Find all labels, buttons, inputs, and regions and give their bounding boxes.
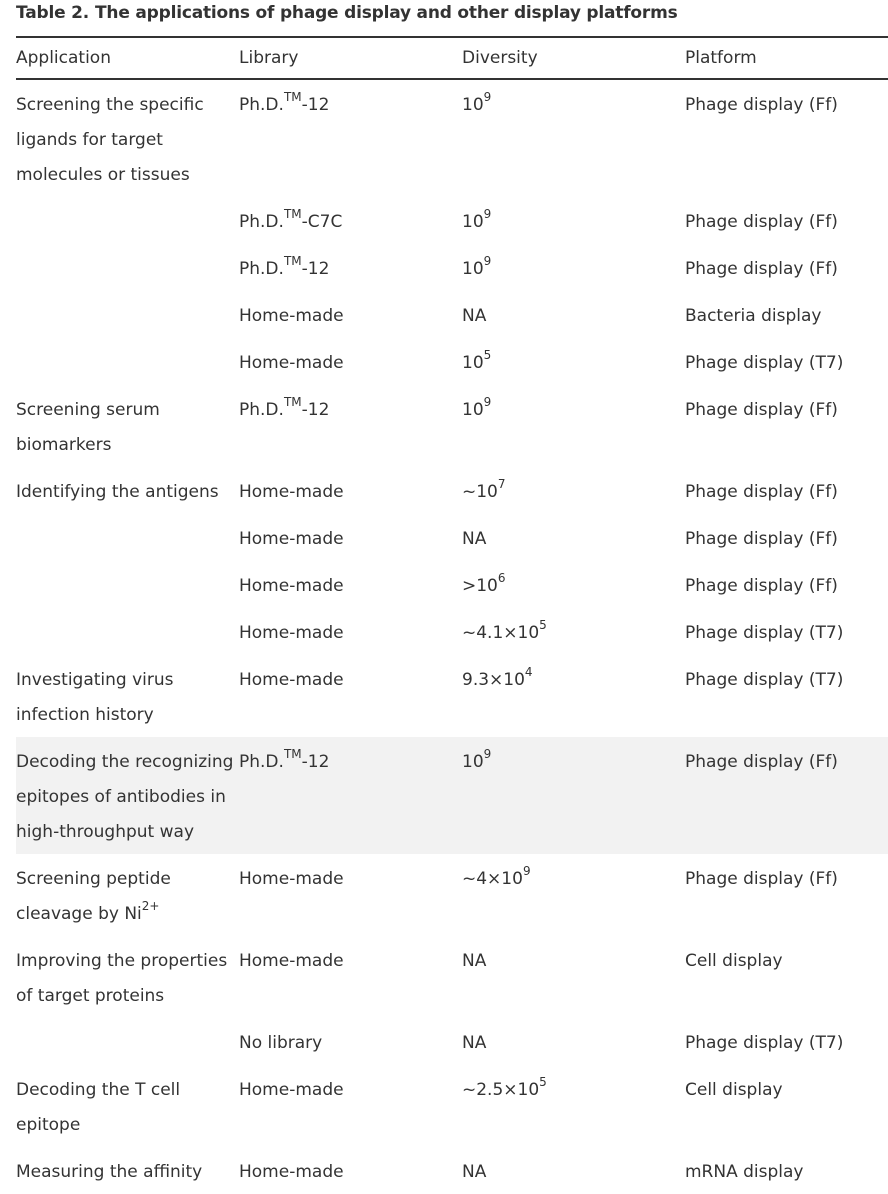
application-superscript: 2+ <box>141 899 160 913</box>
library-name: Ph.D. <box>239 212 284 232</box>
cell-library <box>239 338 462 385</box>
cell-library <box>239 197 462 244</box>
cell-diversity <box>462 936 685 1018</box>
application-text: Identifying the antigens <box>16 482 219 502</box>
diversity-exponent: 9 <box>483 90 492 104</box>
cell-library <box>239 608 462 655</box>
cell-diversity <box>462 561 685 608</box>
cell-library <box>239 737 462 854</box>
diversity-value: ~4.1×10 <box>462 623 540 643</box>
library-name: Home-made <box>239 482 344 502</box>
diversity-exponent: 5 <box>483 348 492 362</box>
diversity-value: 10 <box>462 259 484 279</box>
application-text: Investigating virus infection history <box>16 670 174 725</box>
cell-application <box>16 244 239 291</box>
cell-diversity <box>462 655 685 737</box>
application-text: Screening peptide cleavage by Ni <box>16 869 171 924</box>
cell-application <box>16 737 239 854</box>
cell-application <box>16 197 239 244</box>
cell-library <box>239 244 462 291</box>
table-row <box>16 737 888 854</box>
cell-diversity <box>462 737 685 854</box>
library-name: Home-made <box>239 576 344 596</box>
cell-library <box>239 1147 462 1194</box>
cell-application <box>16 1018 239 1065</box>
library-trademark: TM <box>283 395 302 409</box>
table-row <box>16 467 888 514</box>
diversity-value: 10 <box>462 212 484 232</box>
cell-diversity <box>462 291 685 338</box>
table-caption-title: The applications of phage display and other display platforms <box>95 3 678 23</box>
applications-table <box>16 36 888 1194</box>
cell-diversity <box>462 244 685 291</box>
library-suffix: -12 <box>301 95 330 115</box>
cell-library <box>239 467 462 514</box>
table-row <box>16 936 888 1018</box>
cell-platform: Phage display (Ff) <box>685 212 838 232</box>
table-row <box>16 338 888 385</box>
diversity-value: NA <box>462 1162 487 1182</box>
cell-library <box>239 854 462 936</box>
cell-diversity <box>462 514 685 561</box>
library-name: Home-made <box>239 869 344 889</box>
diversity-exponent: 5 <box>539 1075 547 1089</box>
cell-library <box>239 561 462 608</box>
cell-diversity <box>462 608 685 655</box>
application-text: Decoding the T cell epitope <box>16 1080 181 1135</box>
library-name: Home-made <box>239 306 344 326</box>
library-trademark: TM <box>283 747 302 761</box>
table-row <box>16 79 888 197</box>
diversity-value: NA <box>462 1033 487 1053</box>
library-name: No library <box>239 1033 323 1053</box>
diversity-exponent: 9 <box>483 254 492 268</box>
library-name: Home-made <box>239 951 344 971</box>
library-name: Ph.D. <box>239 95 284 115</box>
cell-platform: Phage display (Ff) <box>685 737 888 854</box>
library-name: Home-made <box>239 670 344 690</box>
library-name: Home-made <box>239 1162 344 1182</box>
cell-library <box>239 291 462 338</box>
cell-library <box>239 514 462 561</box>
cell-diversity <box>462 338 685 385</box>
cell-platform: Phage display (T7) <box>685 623 844 643</box>
table-header <box>16 37 888 79</box>
cell-library <box>239 936 462 1018</box>
cell-application <box>16 385 239 467</box>
cell-platform: Phage display (Ff) <box>685 529 838 549</box>
cell-library <box>239 79 462 197</box>
cell-application <box>16 655 239 737</box>
diversity-value: NA <box>462 951 487 971</box>
library-name: Home-made <box>239 353 344 373</box>
cell-application <box>16 514 239 561</box>
diversity-value: 10 <box>462 752 484 772</box>
diversity-value: ~4×10 <box>462 869 523 889</box>
cell-application <box>16 338 239 385</box>
diversity-exponent: 5 <box>539 618 547 632</box>
cell-diversity <box>462 385 685 467</box>
cell-library <box>239 1065 462 1147</box>
diversity-exponent: 6 <box>497 571 506 585</box>
table-row <box>16 197 888 244</box>
cell-platform: mRNA display <box>685 1162 804 1182</box>
diversity-value: 10 <box>462 400 484 420</box>
cell-application <box>16 854 239 936</box>
cell-diversity <box>462 1065 685 1147</box>
library-name: Ph.D. <box>239 259 284 279</box>
header-diversity: Diversity <box>462 37 685 79</box>
cell-platform: Cell display <box>685 1080 783 1100</box>
diversity-exponent: 4 <box>524 665 533 679</box>
table-row <box>16 1018 888 1065</box>
cell-application <box>16 608 239 655</box>
diversity-value: ~10 <box>462 482 498 502</box>
cell-diversity <box>462 1018 685 1065</box>
table-caption-label: Table 2. <box>16 3 90 23</box>
cell-diversity <box>462 197 685 244</box>
table-caption <box>16 3 678 23</box>
cell-library <box>239 385 462 467</box>
cell-platform: Phage display (Ff) <box>685 869 838 889</box>
diversity-exponent: 7 <box>497 477 506 491</box>
table-body <box>16 79 888 1194</box>
diversity-value: NA <box>462 529 487 549</box>
cell-platform: Phage display (T7) <box>685 670 844 690</box>
library-name: Ph.D. <box>239 400 284 420</box>
library-name: Home-made <box>239 1080 344 1100</box>
diversity-value: 10 <box>462 353 484 373</box>
cell-platform: Cell display <box>685 951 783 971</box>
header-row <box>16 37 888 79</box>
diversity-value: 10 <box>462 95 484 115</box>
diversity-value: >10 <box>462 576 498 596</box>
cell-platform: Bacteria display <box>685 306 822 326</box>
library-suffix: -12 <box>301 400 330 420</box>
diversity-value: 9.3×10 <box>462 670 525 690</box>
cell-application <box>16 936 239 1018</box>
cell-platform: Phage display (Ff) <box>685 259 838 279</box>
table-row <box>16 244 888 291</box>
application-text: Decoding the recognizing epitopes of antibodies in high-throughput way <box>16 752 234 842</box>
cell-library <box>239 655 462 737</box>
application-text: Screening serum biomarkers <box>16 400 160 455</box>
table-row <box>16 1147 888 1194</box>
table-row <box>16 655 888 737</box>
application-text: Screening the specific ligands for target molecules or tissues <box>16 95 204 185</box>
library-trademark: TM <box>283 207 302 221</box>
cell-application <box>16 561 239 608</box>
table-row <box>16 385 888 467</box>
table-row <box>16 1065 888 1147</box>
table-row <box>16 608 888 655</box>
table-row <box>16 514 888 561</box>
cell-application <box>16 291 239 338</box>
cell-diversity <box>462 854 685 936</box>
cell-platform: Phage display (T7) <box>685 353 844 373</box>
library-name: Home-made <box>239 623 344 643</box>
library-name: Ph.D. <box>239 752 284 772</box>
header-library: Library <box>239 37 462 79</box>
table-row <box>16 561 888 608</box>
cell-platform: Phage display (T7) <box>685 1033 844 1053</box>
diversity-exponent: 9 <box>483 395 492 409</box>
header-platform: Platform <box>685 37 888 79</box>
library-name: Home-made <box>239 529 344 549</box>
cell-application <box>16 467 239 514</box>
library-trademark: TM <box>283 254 302 268</box>
application-text: Measuring the affinity <box>16 1162 203 1182</box>
diversity-exponent: 9 <box>483 747 492 761</box>
cell-platform: Phage display (Ff) <box>685 576 838 596</box>
diversity-value: ~2.5×10 <box>462 1080 540 1100</box>
cell-application <box>16 1147 239 1194</box>
diversity-exponent: 9 <box>522 864 531 878</box>
library-suffix: -C7C <box>301 212 343 232</box>
cell-application <box>16 1065 239 1147</box>
table-row <box>16 854 888 936</box>
application-text: Improving the properties of target proteins <box>16 951 228 1006</box>
cell-diversity <box>462 79 685 197</box>
cell-diversity <box>462 1147 685 1194</box>
diversity-exponent: 9 <box>483 207 492 221</box>
cell-platform: Phage display (Ff) <box>685 482 838 502</box>
cell-library <box>239 1018 462 1065</box>
diversity-value: NA <box>462 306 487 326</box>
library-suffix: -12 <box>301 752 330 772</box>
cell-application <box>16 79 239 197</box>
library-trademark: TM <box>283 90 302 104</box>
cell-diversity <box>462 467 685 514</box>
library-suffix: -12 <box>301 259 330 279</box>
table-row <box>16 291 888 338</box>
cell-platform: Phage display (Ff) <box>685 400 838 420</box>
cell-platform: Phage display (Ff) <box>685 95 838 115</box>
header-application: Application <box>16 37 239 79</box>
